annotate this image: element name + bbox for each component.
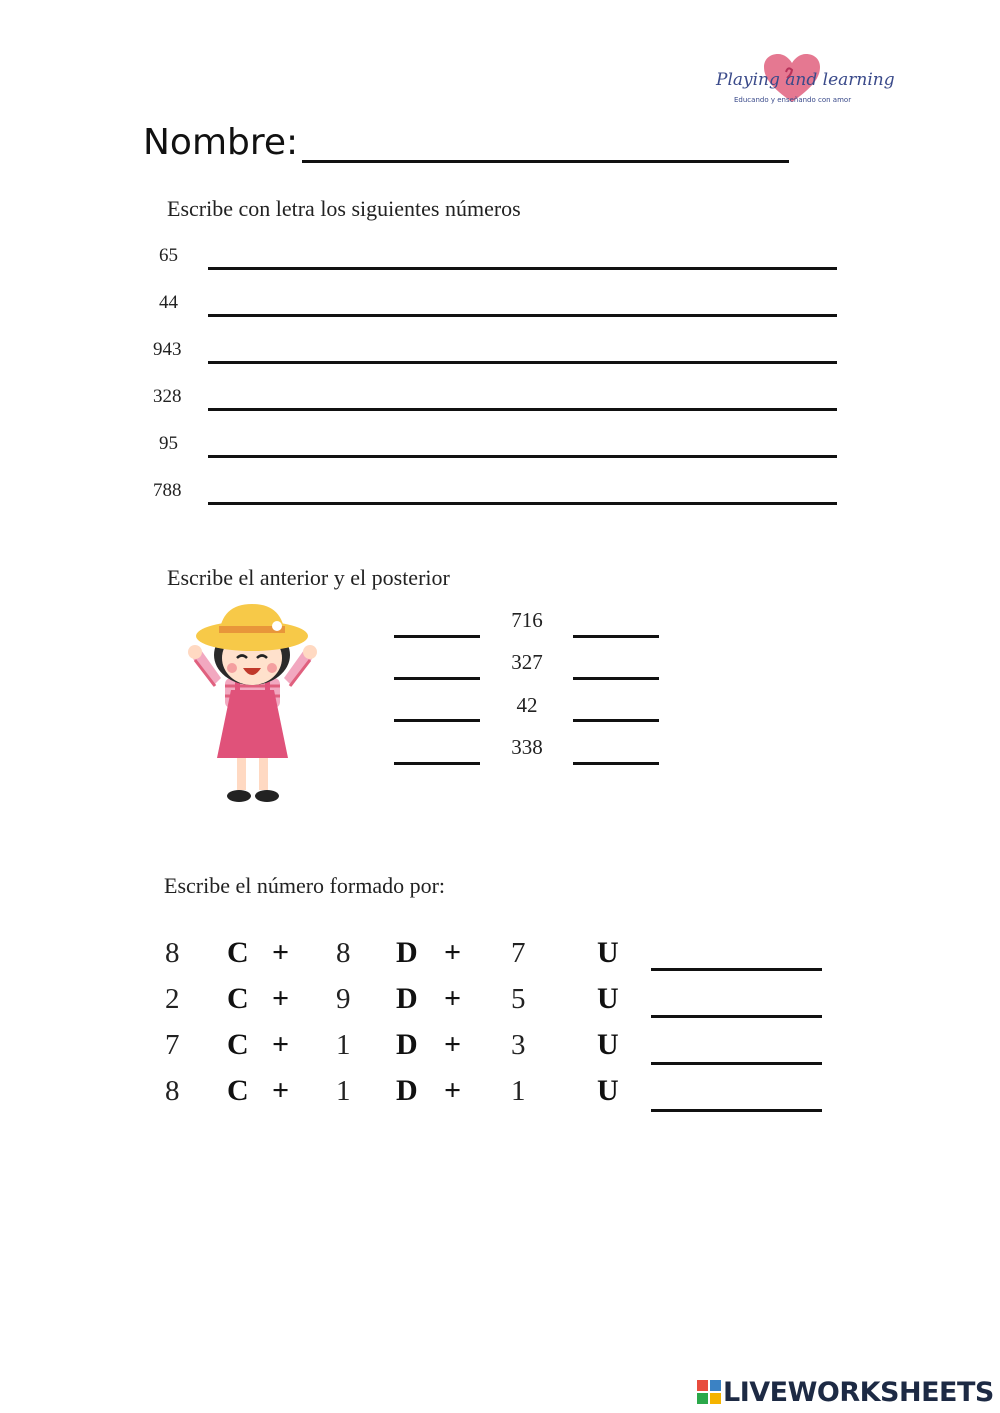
tens-digit: 8 bbox=[336, 937, 351, 969]
tens-digit: 1 bbox=[336, 1029, 351, 1061]
composition-answer-line[interactable] bbox=[651, 1015, 822, 1018]
next-number-line[interactable] bbox=[573, 635, 659, 638]
plus-sign: + bbox=[444, 936, 462, 969]
plus-sign: + bbox=[444, 1028, 462, 1061]
plus-sign: + bbox=[272, 982, 290, 1015]
logo-subtitle: Educando y enseñando con amor bbox=[734, 96, 852, 104]
name-answer-line[interactable] bbox=[302, 160, 789, 163]
word-answer-line[interactable] bbox=[208, 314, 837, 317]
hundreds-digit: 2 bbox=[165, 983, 180, 1015]
word-number: 788 bbox=[153, 480, 182, 501]
next-number-line[interactable] bbox=[573, 762, 659, 765]
word-number: 65 bbox=[159, 245, 178, 266]
next-number-line[interactable] bbox=[573, 719, 659, 722]
previous-number-line[interactable] bbox=[394, 635, 480, 638]
tens-label: D bbox=[396, 936, 418, 969]
word-number: 95 bbox=[159, 433, 178, 454]
composition-answer-line[interactable] bbox=[651, 1109, 822, 1112]
tens-digit: 1 bbox=[336, 1075, 351, 1107]
section-neighbors-title: Escribe el anterior y el posterior bbox=[167, 565, 450, 590]
word-answer-line[interactable] bbox=[208, 455, 837, 458]
plus-sign: + bbox=[444, 982, 462, 1015]
section-composition-title: Escribe el número formado por: bbox=[164, 873, 446, 898]
units-digit: 7 bbox=[511, 937, 526, 969]
hundreds-label: C bbox=[227, 1074, 249, 1107]
hundreds-digit: 7 bbox=[165, 1029, 180, 1061]
word-answer-line[interactable] bbox=[208, 267, 837, 270]
hundreds-label: C bbox=[227, 936, 249, 969]
units-label: U bbox=[597, 936, 619, 969]
neighbor-number: 716 bbox=[511, 608, 543, 632]
composition-answer-line[interactable] bbox=[651, 968, 822, 971]
neighbor-number: 42 bbox=[516, 693, 538, 717]
girl-illustration bbox=[185, 600, 320, 812]
units-label: U bbox=[597, 982, 619, 1015]
tens-label: D bbox=[396, 1074, 418, 1107]
units-label: U bbox=[597, 1074, 619, 1107]
word-number: 943 bbox=[153, 339, 182, 360]
tens-label: D bbox=[396, 1028, 418, 1061]
section-words-title: Escribe con letra los siguientes números bbox=[167, 196, 521, 221]
next-number-line[interactable] bbox=[573, 677, 659, 680]
liveworksheets-brand bbox=[697, 1376, 997, 1408]
liveworksheets-text: LIVEWORKSHEETS bbox=[723, 1377, 994, 1408]
previous-number-line[interactable] bbox=[394, 677, 480, 680]
neighbor-number: 327 bbox=[511, 650, 543, 674]
logo-title: Playing and learning bbox=[716, 70, 895, 90]
hundreds-digit: 8 bbox=[165, 937, 180, 969]
hundreds-digit: 8 bbox=[165, 1075, 180, 1107]
composition-answer-line[interactable] bbox=[651, 1062, 822, 1065]
previous-number-line[interactable] bbox=[394, 762, 480, 765]
units-label: U bbox=[597, 1028, 619, 1061]
brand-logo bbox=[700, 52, 895, 112]
units-digit: 5 bbox=[511, 983, 526, 1015]
liveworksheets-icon bbox=[697, 1380, 721, 1404]
previous-number-line[interactable] bbox=[394, 719, 480, 722]
tens-label: D bbox=[396, 982, 418, 1015]
hundreds-label: C bbox=[227, 982, 249, 1015]
neighbor-number: 338 bbox=[511, 735, 543, 759]
hundreds-label: C bbox=[227, 1028, 249, 1061]
units-digit: 3 bbox=[511, 1029, 526, 1061]
plus-sign: + bbox=[272, 1028, 290, 1061]
word-answer-line[interactable] bbox=[208, 408, 837, 411]
word-number: 328 bbox=[153, 386, 182, 407]
plus-sign: + bbox=[272, 936, 290, 969]
name-label: Nombre: bbox=[143, 122, 299, 163]
plus-sign: + bbox=[272, 1074, 290, 1107]
word-answer-line[interactable] bbox=[208, 502, 837, 505]
plus-sign: + bbox=[444, 1074, 462, 1107]
word-number: 44 bbox=[159, 292, 178, 313]
word-answer-line[interactable] bbox=[208, 361, 837, 364]
units-digit: 1 bbox=[511, 1075, 526, 1107]
tens-digit: 9 bbox=[336, 983, 351, 1015]
